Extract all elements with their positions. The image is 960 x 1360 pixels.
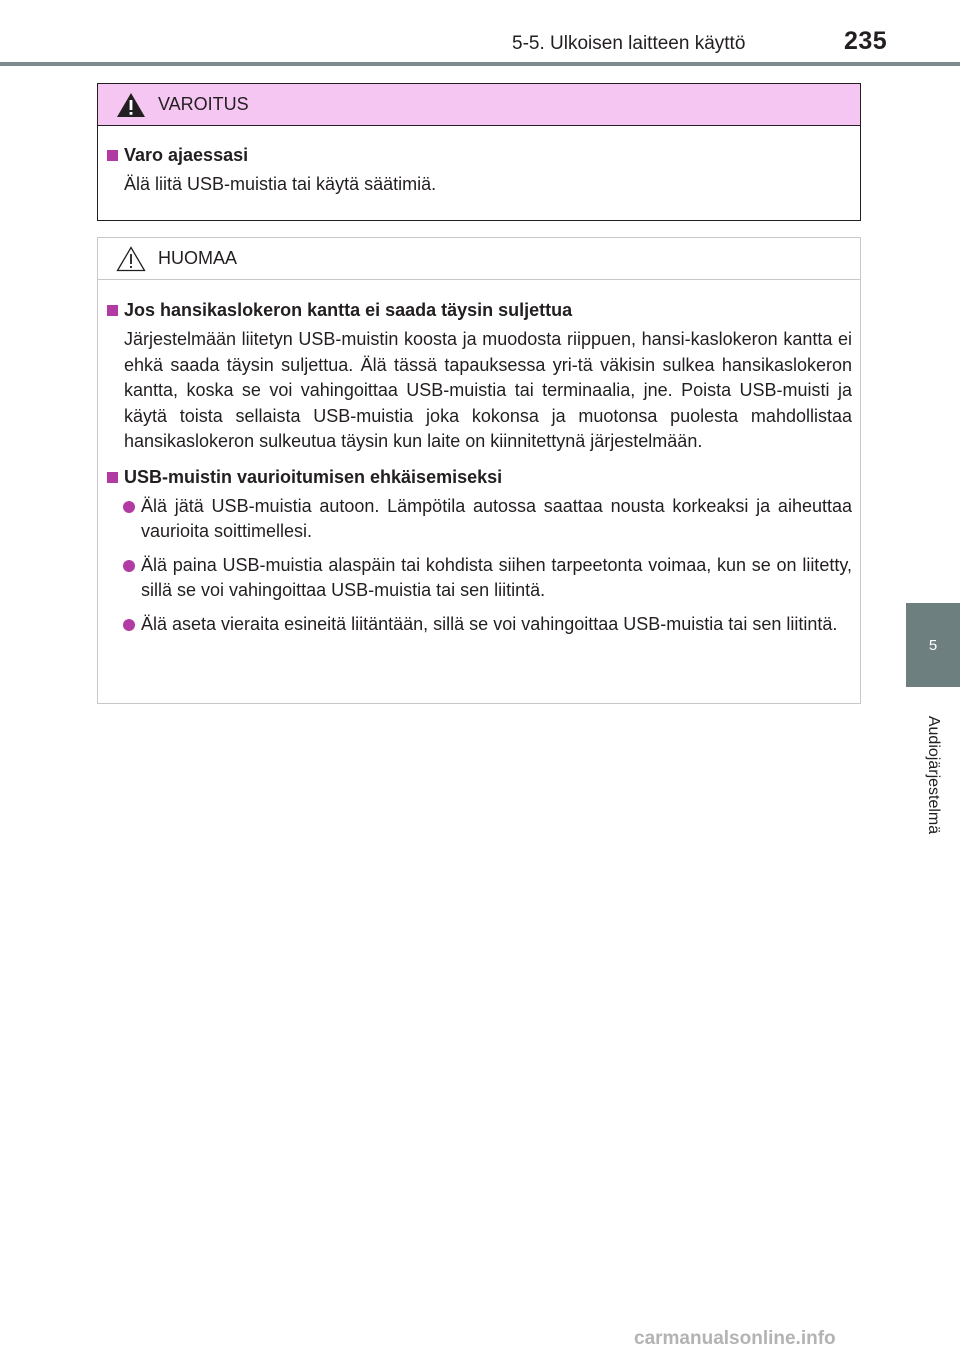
notice-section-heading: USB-muistin vaurioitumisen ehkäisemiseksi bbox=[107, 465, 852, 490]
warning-section-text: Älä liitä USB-muistia tai käytä säätimiä. bbox=[124, 174, 437, 194]
notice-triangle-icon bbox=[116, 246, 146, 272]
warning-header bbox=[98, 84, 860, 126]
chapter-label: Audiojärjestelmä bbox=[925, 715, 942, 835]
warning-title: VAROITUS bbox=[158, 94, 249, 114]
header-divider bbox=[0, 62, 960, 66]
chapter-number: 5 bbox=[928, 636, 938, 654]
notice-box bbox=[97, 237, 861, 704]
notice-title: HUOMAA bbox=[158, 248, 238, 268]
section-title: 5-5. Ulkoisen laitteen käyttö bbox=[512, 33, 746, 54]
warning-box bbox=[97, 83, 861, 221]
notice-section-text: Järjestelmään liitetyn USB-muistin koosta ja muodosta riippuen, hansi-kaslokeron kantta ei ehkä saada täysin suljettua. Älä tässä tapauksessa yri-tä väkisin sulkea hansikaslokeron kantta, koska se voi vahingoittaa USB-muistia tai terminaalia, jne. Poista USB-muisti ja käytä toista sellaista USB-muistia joka kokonsa ja muotonsa puolesta mahdollistaa hansikaslokeron sulkeutua täysin kun laite on kiinnitettynä järjestelmään. bbox=[124, 329, 852, 451]
list-item: Älä jätä USB-muistia autoon. Lämpötila autossa saattaa nousta korkeaksi ja aiheuttaa vaurioita soittimellesi. bbox=[107, 494, 852, 545]
section-square-icon bbox=[107, 472, 118, 483]
notice-section-heading: Jos hansikaslokeron kantta ei saada täysin suljettua bbox=[107, 298, 852, 323]
watermark-link[interactable]: carmanualsonline.info bbox=[634, 1328, 836, 1349]
warning-section-heading: Varo ajaessasi bbox=[107, 143, 852, 168]
chapter-tab[interactable] bbox=[906, 603, 960, 687]
warning-triangle-icon bbox=[116, 92, 146, 118]
list-item: Älä paina USB-muistia alaspäin tai kohdista siihen tarpeetonta voimaa, kun se on liitetty, sillä se voi vahingoittaa USB-muistia tai sen liitintä. bbox=[107, 553, 852, 604]
bullet-dot-icon bbox=[123, 560, 135, 572]
section-square-icon bbox=[107, 305, 118, 316]
page-number: 235 bbox=[844, 27, 888, 55]
notice-header bbox=[98, 238, 860, 280]
bullet-dot-icon bbox=[123, 619, 135, 631]
bullet-dot-icon bbox=[123, 501, 135, 513]
section-square-icon bbox=[107, 150, 118, 161]
list-item: Älä aseta vieraita esineitä liitäntään, sillä se voi vahingoittaa USB-muistia tai sen liitintä. bbox=[107, 612, 852, 638]
